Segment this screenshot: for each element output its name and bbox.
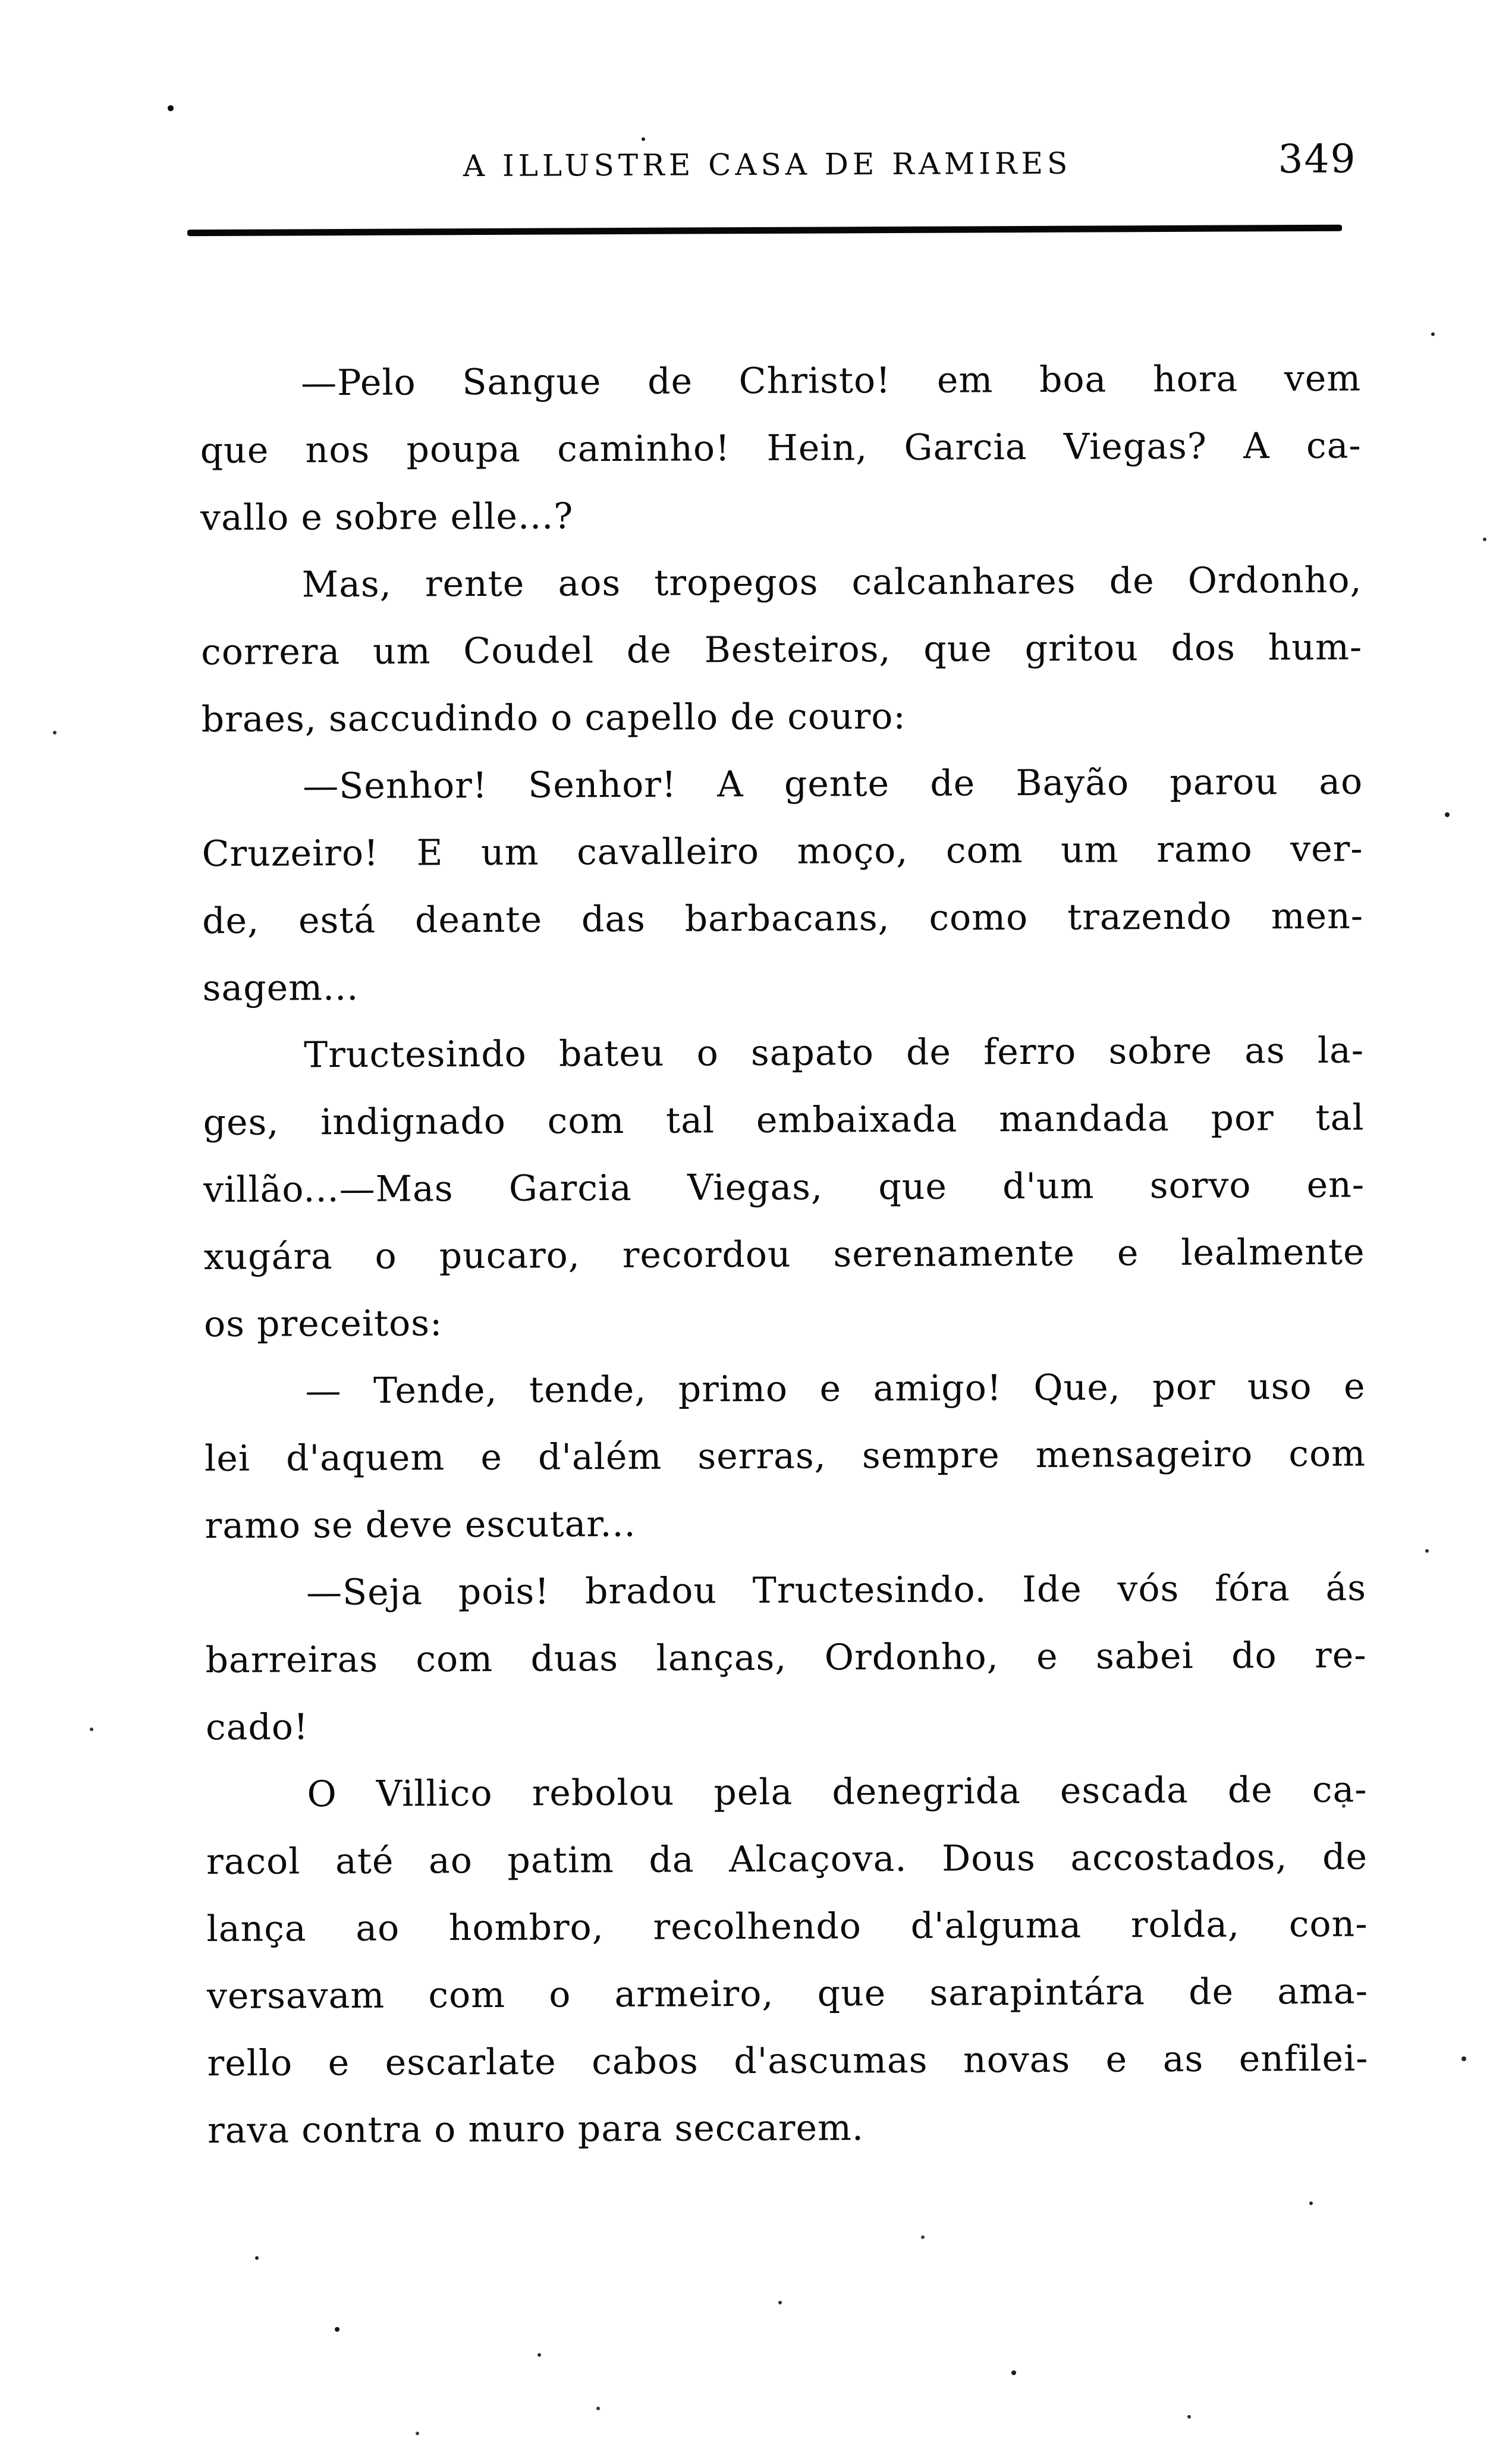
text-column: [198, 0, 1369, 2152]
text-line: O Villico rebolou pela denegrida escada de ca-: [307, 1769, 1368, 1816]
text-line: cado!: [205, 1706, 309, 1749]
text-line: correra um Coudel de Besteiros, que gritou dos hum-: [201, 626, 1363, 674]
paragraph: [202, 749, 1364, 1023]
text-block: [200, 346, 1369, 2165]
text-line: —Seja pois! bradou Tructesindo. Ide vós fóra ás: [306, 1567, 1367, 1614]
text-line: xugára o pucaro, recordou serenamente e lealmente: [203, 1231, 1365, 1279]
page-header: [199, 136, 1360, 185]
text-line: versavam com o armeiro, que sarapintára de ama-: [206, 1970, 1369, 2018]
paragraph: [200, 346, 1362, 552]
text-line: os preceitos:: [203, 1302, 443, 1346]
text-line: lei d'aquem e d'além serras, sempre mensageiro com: [204, 1433, 1366, 1480]
text-line: Cruzeiro! E um cavalleiro moço, com um ramo ver-: [202, 828, 1363, 875]
paragraph: [205, 1555, 1367, 1762]
header-rule: [187, 225, 1342, 236]
text-line: sagem...: [202, 966, 359, 1010]
paragraph: [200, 547, 1362, 754]
text-line: Tructesindo bateu o sapato de ferro sobre as la-: [303, 1029, 1365, 1076]
text-line: que nos poupa caminho! Hein, Garcia Viegas? A ca-: [200, 425, 1362, 472]
text-line: braes, saccudindo o capello de couro:: [201, 695, 906, 741]
text-line: — Tende, tende, primo e amigo! Que, por uso e: [305, 1365, 1366, 1412]
page-number: 349: [1278, 136, 1357, 183]
text-line: ges, indignado com tal embaixada mandada por tal: [203, 1097, 1365, 1144]
text-line: vallo e sobre elle...?: [200, 495, 574, 539]
text-line: ramo se deve escutar...: [205, 1503, 636, 1547]
paragraph: [206, 1757, 1369, 2165]
text-line: rello e escarlate cabos d'ascumas novas e as enfilei-: [207, 2037, 1369, 2085]
paragraph: [204, 1353, 1366, 1560]
text-line: Mas, rente aos tropegos calcanhares de Ordonho,: [301, 559, 1362, 606]
text-line: villão...—Mas Garcia Viegas, que d'um sorvo en-: [203, 1164, 1365, 1211]
scan-noise-specks: [0, 0, 2, 2]
text-line: rava contra o muro para seccarem.: [207, 2107, 865, 2152]
text-line: lança ao hombro, recolhendo d'alguma rolda, con-: [206, 1903, 1368, 1951]
text-line: de, está deante das barbacans, como trazendo men-: [202, 895, 1364, 943]
paragraph: [203, 1017, 1365, 1359]
text-line: —Senhor! Senhor! A gente de Bayão parou ao: [303, 761, 1363, 808]
running-title: A ILLUSTRE CASA DE RAMIRES: [463, 146, 1072, 184]
text-line: barreiras com duas lanças, Ordonho, e sabei do re-: [205, 1634, 1367, 1682]
text-line: —Pelo Sangue de Christo! em boa hora vem: [301, 357, 1362, 404]
text-line: racol até ao patim da Alcaçova. Dous accostados, de: [206, 1836, 1368, 1883]
